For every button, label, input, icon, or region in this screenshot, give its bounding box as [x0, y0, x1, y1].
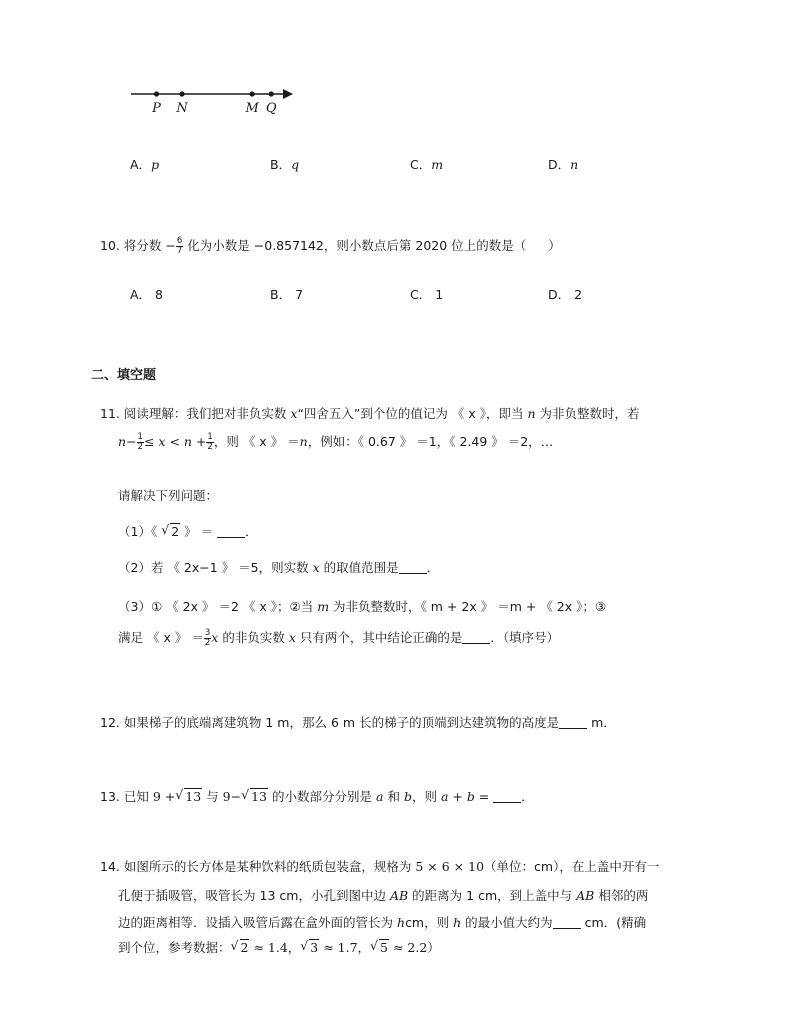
q13-text: 和: [387, 789, 400, 804]
q14-text: 孔便于插吸管，吸管长为: [118, 888, 256, 903]
option-value: p: [151, 157, 160, 172]
q11-part2: [118, 558, 439, 576]
point-n-label: N: [176, 101, 188, 116]
q11-text: ，即当: [485, 406, 524, 421]
round-symbol: 《 x 》: [147, 630, 188, 645]
option-value: 1: [435, 287, 444, 302]
q12-stem: [100, 713, 616, 731]
q13-text: ．: [521, 789, 534, 804]
part-label: （2）若: [118, 560, 164, 575]
round-expr: 《 m + 2x 》: [420, 599, 494, 614]
q14-text: 相邻的两: [598, 888, 649, 903]
option-value: 2: [574, 287, 583, 302]
q10-position: 2020: [415, 238, 448, 253]
q14-text: 到个位，参考数据：: [118, 940, 231, 955]
example-2: 《 2.49 》: [449, 434, 504, 449]
radicand: 13: [251, 789, 268, 804]
q11-text: 为非负整数时，若: [539, 406, 640, 421]
q13-stem: [100, 787, 534, 805]
option-value: n: [570, 157, 579, 172]
radicand: 2: [240, 940, 249, 955]
q10-option-a[interactable]: [130, 285, 163, 303]
answer-blank[interactable]: [462, 630, 490, 644]
round-expr: 《 2x−1 》: [167, 560, 235, 575]
half-fraction: [137, 433, 144, 452]
q11-text: 为非负整数时，: [333, 599, 421, 614]
q10-text: 化为小数是: [187, 238, 250, 253]
option-letter: D．: [548, 287, 571, 302]
q9-option-c[interactable]: [410, 155, 443, 173]
q14-spec: 5 × 6 × 10: [415, 859, 485, 874]
q11-text: ，则: [213, 434, 239, 449]
q10-text: 位上的数是（: [451, 238, 527, 253]
question-number: 12.: [100, 715, 120, 730]
option-letter: A．: [130, 157, 152, 172]
q11-text: ．（填序号）: [490, 630, 560, 645]
radicand: 13: [185, 789, 202, 804]
example-2-value: ＝2，…: [507, 434, 554, 449]
point-p-dot: [154, 91, 159, 96]
q12-length: 6 m: [330, 715, 356, 730]
q12-text: 长的梯子的顶端到达建筑物的高度是: [359, 715, 560, 730]
round-expr: 《 x 》: [242, 599, 277, 614]
fraction-den: 2: [207, 442, 213, 452]
sqrt-2: [161, 524, 180, 539]
fraction-num: 1: [207, 432, 213, 442]
q10-text: 将分数: [123, 238, 162, 253]
q11-text: ＝5，则实数: [238, 560, 309, 575]
answer-blank[interactable]: [217, 524, 245, 538]
arrow-head-icon: [283, 89, 293, 99]
q14-line4: [118, 938, 440, 956]
q11-text: 的取值范围是: [323, 560, 399, 575]
fraction-num: 1: [137, 432, 143, 442]
sqrt-2: [231, 940, 250, 955]
q14-line1: [100, 857, 659, 875]
question-number: 11.: [100, 406, 120, 421]
fraction-den: 2: [137, 442, 143, 452]
equals: ＝: [200, 524, 214, 539]
round-open: 《: [150, 524, 158, 539]
q10-text: ）: [548, 238, 561, 253]
question-number: 13.: [100, 789, 120, 804]
q11-text: ；②当: [277, 599, 314, 614]
sqrt-5: [370, 940, 389, 955]
math-op: −: [126, 434, 137, 449]
expr-2: 9−: [222, 789, 242, 804]
q11-part3-line1: [118, 597, 606, 615]
q11-text: ＝m +: [497, 599, 537, 614]
q11-text: 只有两个，其中结论正确的是: [299, 630, 463, 645]
fraction-den: 7: [176, 246, 183, 256]
sqrt-3: [300, 940, 319, 955]
number-line-figure: [125, 80, 305, 120]
q10-option-c[interactable]: [410, 285, 443, 303]
point-p-label: P: [152, 101, 161, 116]
round-symbol: 《 x 》: [242, 434, 284, 449]
sum-expr: a + b =: [440, 789, 490, 804]
q11-prompt: 请解决下列问题：: [118, 488, 219, 503]
q12-text: 如果梯子的底端离建筑物: [123, 715, 262, 730]
point-m-label: M: [245, 101, 259, 116]
q11-text: 阅读理解：我们把对非负实数: [123, 406, 287, 421]
option-letter: A．: [130, 287, 152, 302]
q11-part3-line2: [118, 628, 559, 648]
var-a: a: [376, 789, 384, 804]
part-label: （1）: [118, 524, 151, 539]
radicand: 2: [171, 524, 180, 539]
example-1: 《 0.67 》: [357, 434, 413, 449]
answer-blank[interactable]: [493, 789, 521, 803]
var-b: b: [403, 789, 412, 804]
option-letter: D．: [548, 157, 571, 172]
q11-text: ，例如：: [307, 434, 358, 449]
answer-blank[interactable]: [559, 715, 587, 729]
point-q-dot: [269, 91, 274, 96]
q14-text: 如图所示的长方体是某种饮料的纸质包装盒，规格为: [123, 859, 412, 874]
point-n-dot: [179, 91, 184, 96]
q11-text: 的非负实数: [222, 630, 285, 645]
option-letter: B．: [270, 157, 292, 172]
answer-blank[interactable]: [399, 560, 427, 574]
option-value: 7: [295, 287, 304, 302]
q9-option-a[interactable]: [130, 155, 159, 173]
q11-line1: [100, 404, 640, 422]
sqrt-13: [175, 789, 202, 804]
q10-option-d[interactable]: [548, 285, 582, 303]
q13-text: 与: [206, 789, 219, 804]
approx-value: ≈ 2.2）: [392, 940, 440, 955]
q10-text: ，则小数点后第: [323, 238, 412, 253]
q14-text: 的距离为: [412, 888, 463, 903]
inequality: ≤ x < n +: [143, 434, 207, 449]
q10-fraction: [176, 237, 183, 256]
q9-option-d[interactable]: [548, 155, 578, 173]
var-h: h: [397, 915, 406, 930]
var-m: m: [317, 599, 330, 614]
var-h: h: [453, 915, 462, 930]
var-n: n: [299, 434, 308, 449]
q14-length: 13 cm: [259, 888, 299, 903]
option-letter: B．: [270, 287, 292, 302]
point-m-dot: [250, 91, 255, 96]
q11-text: ；③: [582, 599, 607, 614]
edge-ab: AB: [576, 888, 595, 903]
var-x: x: [290, 406, 298, 421]
q14-text: cm，则: [405, 915, 450, 930]
fraction-num: 3: [204, 628, 211, 638]
q14-text: 的最小值大约为: [465, 915, 553, 930]
q14-text: （单位：cm），在上盖中开有一: [484, 859, 660, 874]
fraction-num: 6: [176, 236, 183, 246]
q11-line2: [118, 432, 553, 452]
q14-text: ，小孔到图中边: [298, 888, 386, 903]
question-number: 10.: [100, 238, 120, 253]
q14-text: cm．(精确: [584, 915, 647, 930]
radicand: 3: [310, 940, 319, 955]
var-x: x: [312, 560, 320, 575]
q11-text: ＝: [287, 434, 300, 449]
q11-text: “四舍五入”到个位的值记为: [297, 406, 448, 421]
point-q-label: Q: [265, 101, 277, 116]
q12-text: ，那么: [289, 715, 327, 730]
q10-stem: [100, 236, 561, 256]
q11-text: ＝2: [218, 599, 239, 614]
option-value: 8: [155, 287, 163, 302]
question-number: 14.: [100, 859, 120, 874]
equals: ＝: [191, 630, 204, 645]
section-title: 二、填空题: [91, 368, 157, 383]
approx-value: ≈ 1.4，: [253, 940, 301, 955]
q13-text: 的小数部分分别是: [272, 789, 373, 804]
q10-option-b[interactable]: [270, 285, 303, 303]
q11-text: ．: [426, 560, 440, 575]
q14-text: 边的距离相等．设插入吸管后露在盒外面的管长为: [118, 915, 394, 930]
q12-distance: 1 m: [265, 715, 290, 730]
sqrt-13: [241, 789, 268, 804]
q13-text: ，则: [411, 789, 437, 804]
var-n: n: [118, 434, 127, 449]
part-label: （3）①: [118, 599, 163, 614]
q14-line2: [118, 886, 648, 904]
radicand: 5: [380, 940, 388, 955]
round-symbol: 《 x 》: [451, 406, 486, 421]
option-value: m: [431, 157, 444, 172]
var-x: x: [288, 630, 296, 645]
round-expr: 《 2x 》: [166, 599, 215, 614]
q14-text: ，到上盖中与: [497, 888, 573, 903]
q11-text: 满足: [118, 630, 144, 645]
q9-option-b[interactable]: [270, 155, 299, 173]
approx-value: ≈ 1.7，: [323, 940, 371, 955]
fraction-den: 2: [204, 638, 211, 648]
q10-neg: −: [165, 238, 176, 253]
q11-part1: [118, 522, 258, 540]
round-expr: 《 2x 》: [540, 599, 583, 614]
half-fraction: [206, 433, 213, 452]
var-x: x: [211, 630, 219, 645]
q13-text: 已知: [123, 789, 149, 804]
q14-line3: [118, 913, 646, 931]
q14-distance: 1 cm: [466, 888, 498, 903]
example-1-value: ＝1，: [416, 434, 450, 449]
q10-decimal: −0.857142: [253, 238, 324, 253]
option-letter: C．: [410, 157, 432, 172]
edge-ab: AB: [389, 888, 409, 903]
option-letter: C．: [410, 287, 432, 302]
answer-blank[interactable]: [553, 915, 581, 929]
option-value: q: [291, 157, 300, 172]
q11-text: ．: [245, 524, 258, 539]
var-n: n: [527, 406, 536, 421]
expr-1: 9 +: [152, 789, 176, 804]
round-close: 》: [184, 524, 197, 539]
q12-unit: m．: [591, 715, 616, 730]
